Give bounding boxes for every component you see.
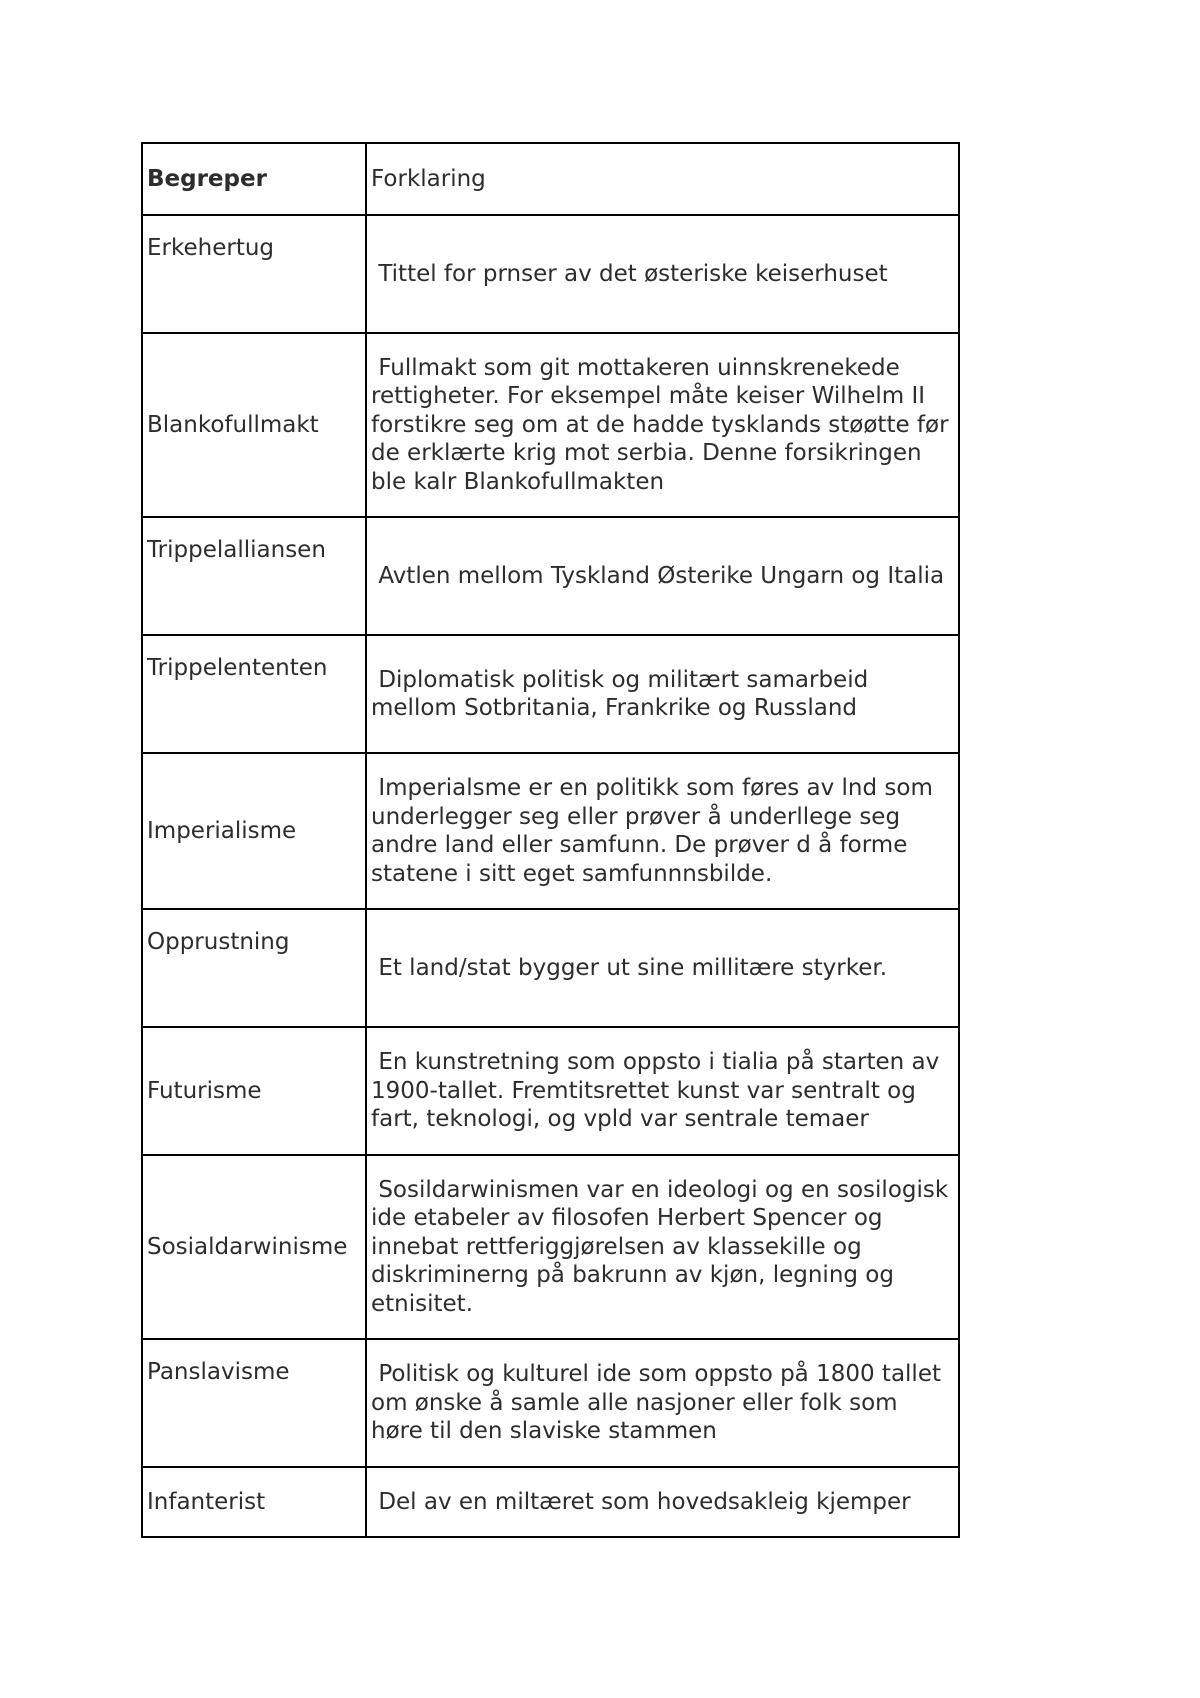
term-cell: Erkehertug <box>142 215 366 333</box>
header-explanation-cell: Forklaring <box>366 143 959 215</box>
explanation-cell: Et land/stat bygger ut sine millitære styrker. <box>366 909 959 1027</box>
explanation-cell: Del av en miltæret som hovedsakleig kjemper <box>366 1467 959 1537</box>
table-row <box>142 909 959 1027</box>
term-cell: Infanterist <box>142 1467 366 1537</box>
term-cell: Imperialisme <box>142 753 366 909</box>
table-row <box>142 517 959 635</box>
header-term-cell: Begreper <box>142 143 366 215</box>
explanation-cell: Tittel for prnser av det østeriske keiserhuset <box>366 215 959 333</box>
table-row <box>142 1339 959 1467</box>
table-row <box>142 215 959 333</box>
terms-table <box>141 142 960 1538</box>
explanation-cell: Sosildarwinismen var en ideologi og en sosilogisk ide etabeler av filosofen Herbert Spencer og innebat rettferiggjørelsen av klassekille og diskriminerng på bakrunn av kjøn, legning og etnisitet. <box>366 1155 959 1339</box>
explanation-cell: Politisk og kulturel ide som oppsto på 1800 tallet om ønske å samle alle nasjoner eller folk som høre til den slaviske stammen <box>366 1339 959 1467</box>
term-cell: Trippelalliansen <box>142 517 366 635</box>
term-cell: Trippelententen <box>142 635 366 753</box>
term-cell: Blankofullmakt <box>142 333 366 517</box>
term-cell: Sosialdarwinisme <box>142 1155 366 1339</box>
explanation-cell: En kunstretning som oppsto i tialia på starten av 1900-tallet. Fremtitsrettet kunst var sentralt og fart, teknologi, og vpld var sentrale temaer <box>366 1027 959 1155</box>
explanation-cell: Diplomatisk politisk og militært samarbeid mellom Sotbritania, Frankrike og Russland <box>366 635 959 753</box>
table-row <box>142 753 959 909</box>
term-cell: Futurisme <box>142 1027 366 1155</box>
table-header-row <box>142 143 959 215</box>
table-row <box>142 635 959 753</box>
table-row <box>142 1027 959 1155</box>
explanation-cell: Fullmakt som git mottakeren uinnskrenekede rettigheter. For eksempel måte keiser Wilhelm II forstikre seg om at de hadde tysklands støøtte før de erklærte krig mot serbia. Denne forsikringen ble kalr Blankofullmakten <box>366 333 959 517</box>
term-cell: Opprustning <box>142 909 366 1027</box>
table-row <box>142 333 959 517</box>
explanation-cell: Imperialsme er en politikk som føres av lnd som underlegger seg eller prøver å underllege seg andre land eller samfunn. De prøver d å forme statene i sitt eget samfunnnsbilde. <box>366 753 959 909</box>
term-cell: Panslavisme <box>142 1339 366 1467</box>
table-row <box>142 1155 959 1339</box>
explanation-cell: Avtlen mellom Tyskland Østerike Ungarn og Italia <box>366 517 959 635</box>
table-row <box>142 1467 959 1537</box>
